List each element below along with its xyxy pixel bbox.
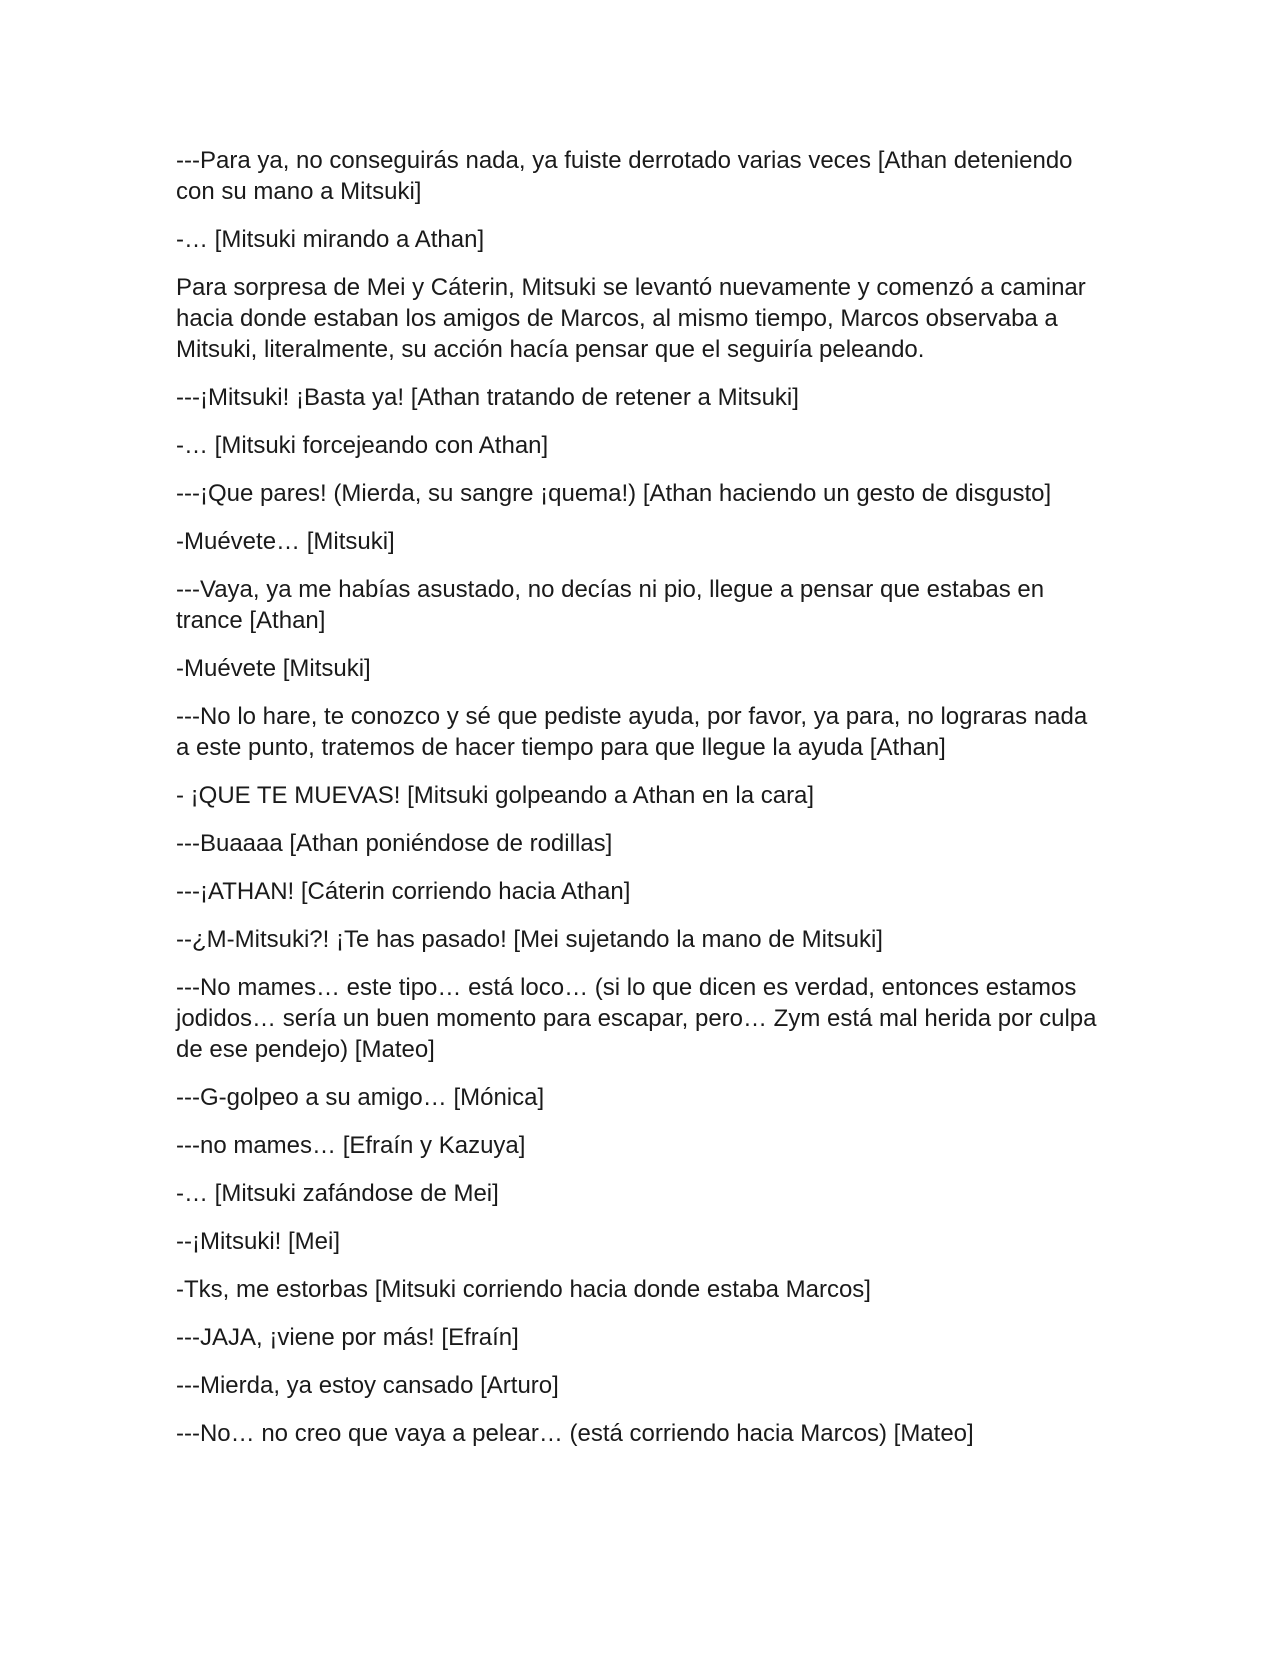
paragraph-20: -Tks, me estorbas [Mitsuki corriendo hacia donde estaba Marcos]	[176, 1276, 871, 1303]
paragraph-1: ---Para ya, no conseguirás nada, ya fuiste derrotado varias veces [Athan deteniendo con su mano a Mitsuki]	[176, 147, 1073, 205]
paragraph-7: -Muévete… [Mitsuki]	[176, 528, 395, 555]
paragraph-12: ---Buaaaa [Athan poniéndose de rodillas]	[176, 830, 613, 857]
paragraph-21: ---JAJA, ¡viene por más! [Efraín]	[176, 1324, 519, 1351]
paragraph-6: ---¡Que pares! (Mierda, su sangre ¡quema!) [Athan haciendo un gesto de disgusto]	[176, 480, 1052, 507]
paragraph-17: ---no mames… [Efraín y Kazuya]	[176, 1132, 526, 1159]
document-body	[176, 145, 1106, 1466]
paragraph-11: - ¡QUE TE MUEVAS! [Mitsuki golpeando a Athan en la cara]	[176, 782, 815, 809]
paragraph-19: --¡Mitsuki! [Mei]	[176, 1228, 340, 1255]
paragraph-4: ---¡Mitsuki! ¡Basta ya! [Athan tratando de retener a Mitsuki]	[176, 384, 799, 411]
paragraph-3: Para sorpresa de Mei y Cáterin, Mitsuki se levantó nuevamente y comenzó a caminar hacia donde estaban los amigos de Marcos, al mismo tiempo, Marcos observaba a Mitsuki, literalmente, su acción hacía pensar que el seguiría peleando.	[176, 274, 1086, 363]
paragraph-16: ---G-golpeo a su amigo… [Mónica]	[176, 1084, 545, 1111]
paragraph-8: ---Vaya, ya me habías asustado, no decías ni pio, llegue a pensar que estabas en trance [Athan]	[176, 576, 1045, 634]
paragraph-14: --¿M-Mitsuki?! ¡Te has pasado! [Mei sujetando la mano de Mitsuki]	[176, 926, 883, 953]
paragraph-22: ---Mierda, ya estoy cansado [Arturo]	[176, 1372, 559, 1399]
paragraph-18: -… [Mitsuki zafándose de Mei]	[176, 1180, 499, 1207]
paragraph-5: -… [Mitsuki forcejeando con Athan]	[176, 432, 549, 459]
paragraph-9: -Muévete [Mitsuki]	[176, 655, 371, 682]
paragraph-10: ---No lo hare, te conozco y sé que pediste ayuda, por favor, ya para, no lograras nada a este punto, tratemos de hacer tiempo para que llegue la ayuda [Athan]	[176, 703, 1088, 761]
paragraph-23: ---No… no creo que vaya a pelear… (está corriendo hacia Marcos) [Mateo]	[176, 1420, 974, 1447]
paragraph-13: ---¡ATHAN! [Cáterin corriendo hacia Athan]	[176, 878, 631, 905]
paragraph-2: -… [Mitsuki mirando a Athan]	[176, 226, 485, 253]
paragraph-15: ---No mames… este tipo… está loco… (si lo que dicen es verdad, entonces estamos jodidos… sería un buen momento para escapar, pero… Zym está mal herida por culpa de ese pendejo) [Mateo]	[176, 974, 1097, 1063]
